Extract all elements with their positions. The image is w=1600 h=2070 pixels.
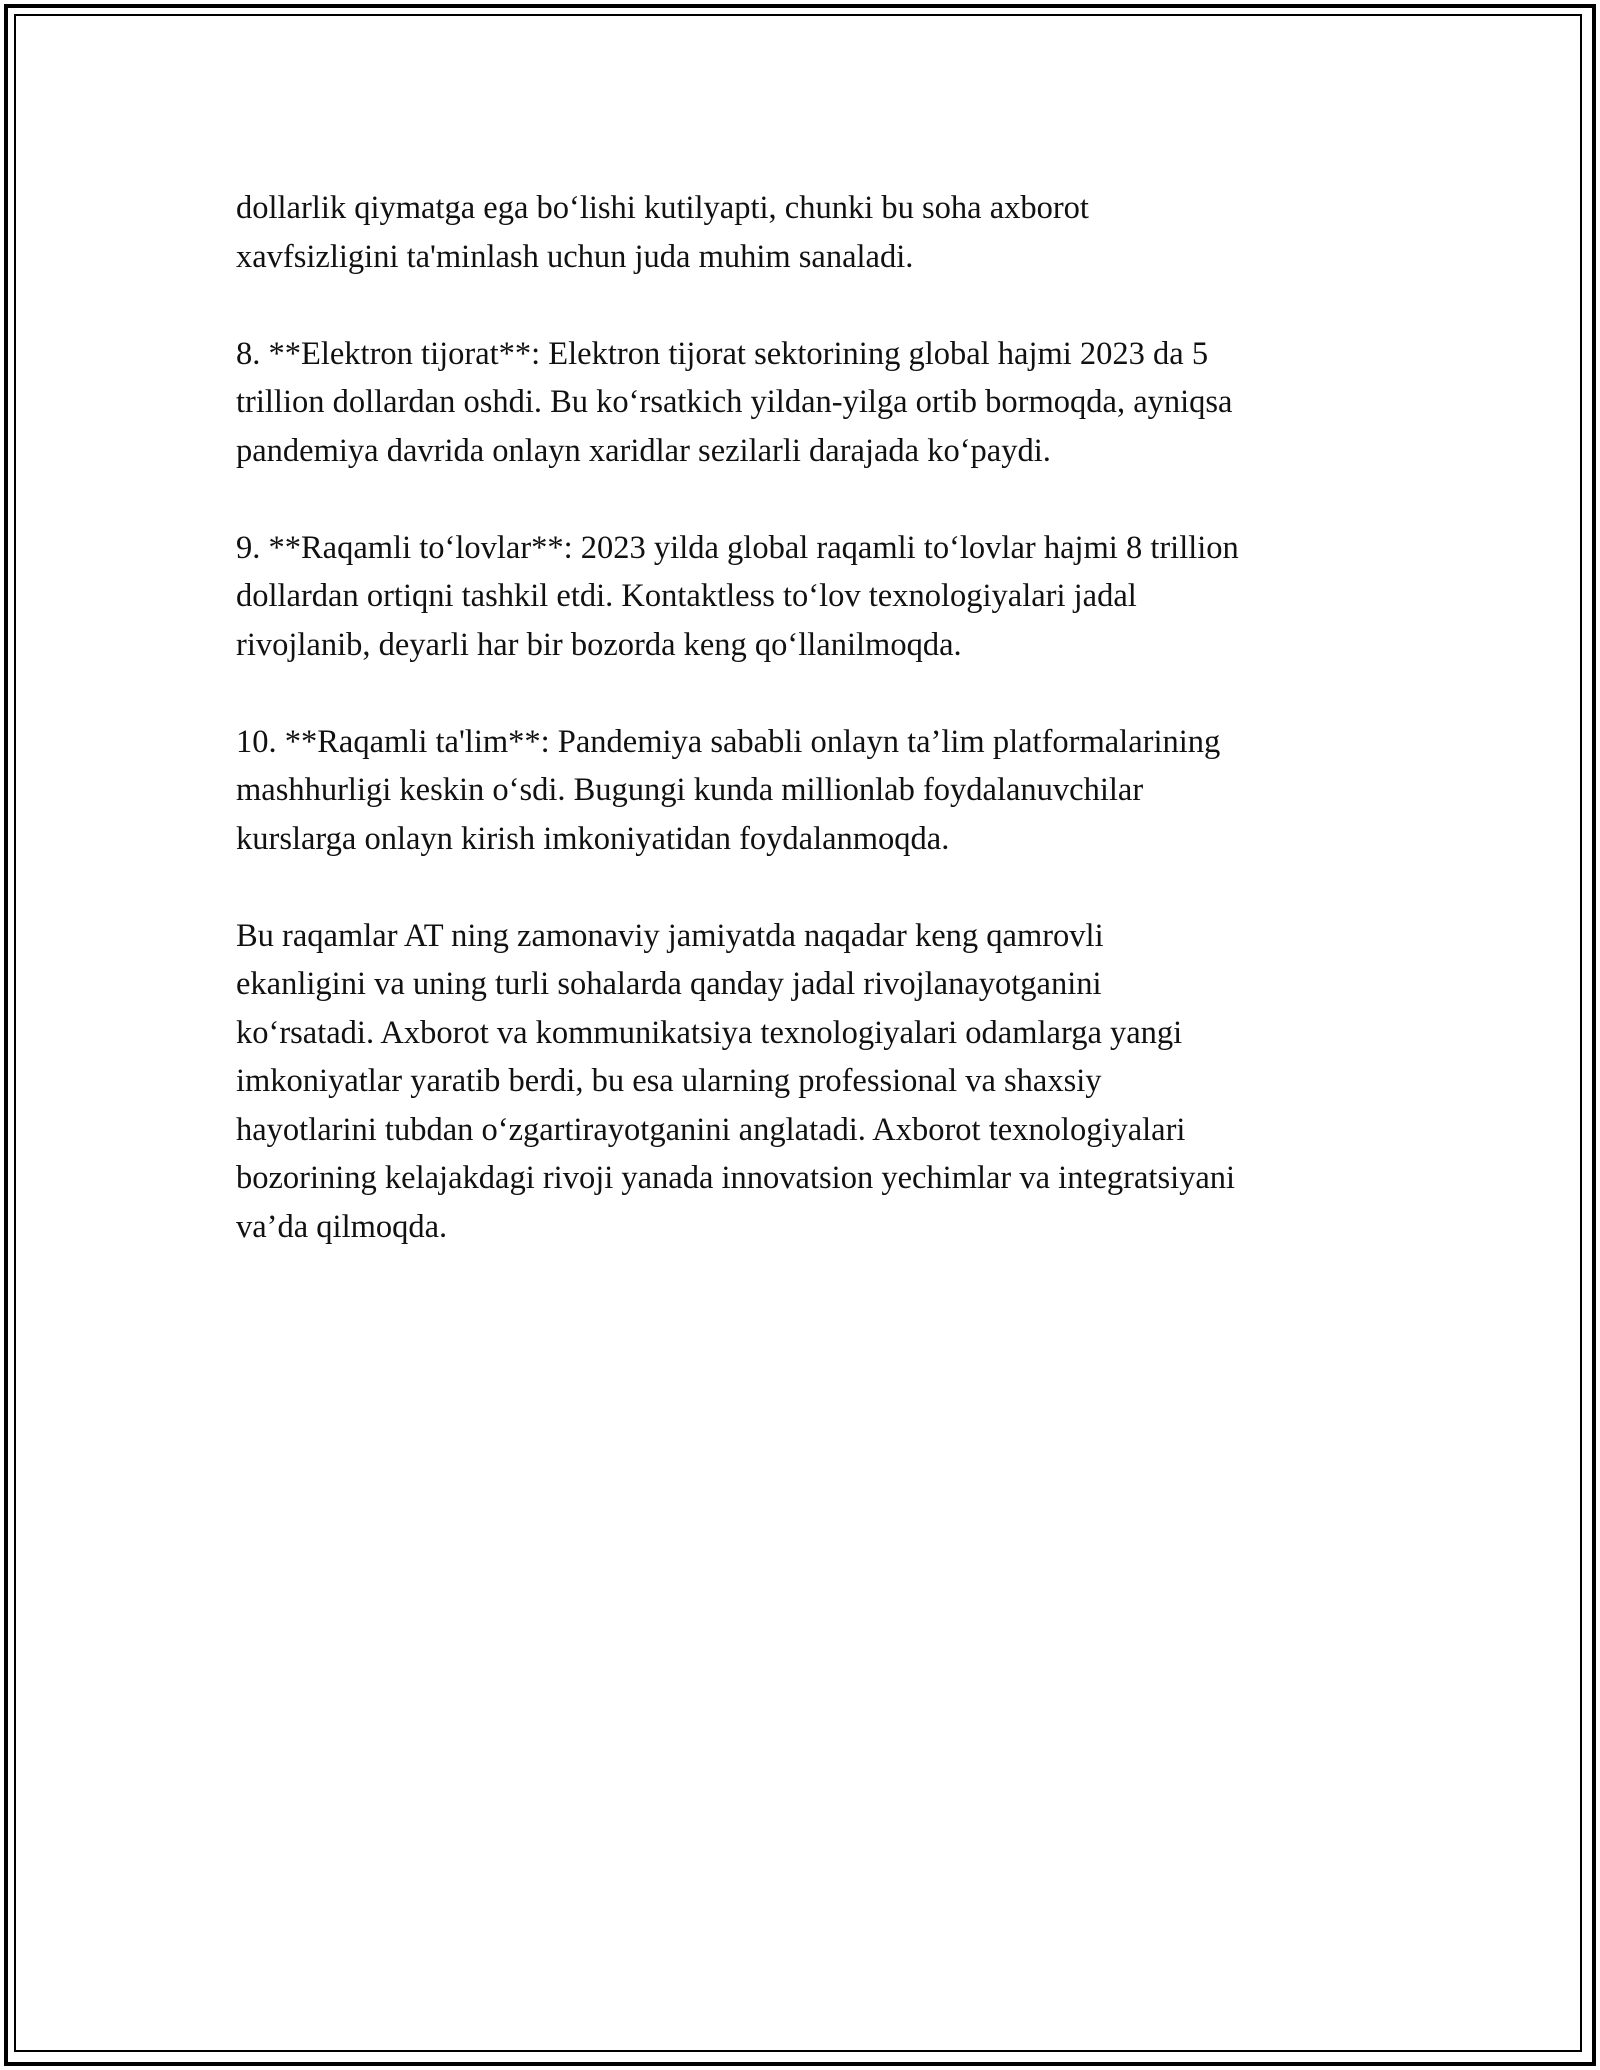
document-body bbox=[236, 184, 1386, 1300]
paragraph-item-10-digital-education: 10. **Raqamli ta'lim**: Pandemiya sababli onlayn ta’lim platformalarining mashhurligi keskin o‘sdi. Bugungi kunda millionlab foydalanuvchilar kurslarga onlayn kirish imkoniyatidan foydalanmoqda. bbox=[236, 723, 1221, 857]
paragraph-item-9-digital-payments: 9. **Raqamli to‘lovlar**: 2023 yilda global raqamli to‘lovlar hajmi 8 trillion dollardan ortiqni tashkil etdi. Kontaktless to‘lov texnologiyalari jadal rivojlanib, deyarli har bir bozorda keng qo‘llanilmoqda. bbox=[236, 529, 1239, 663]
paragraph-conclusion: Bu raqamlar AT ning zamonaviy jamiyatda naqadar keng qamrovli ekanligini va uning turli sohalarda qanday jadal rivojlanayotganini ko‘rsatadi. Axborot va kommunikatsiya texnologiyalari odamlarga yangi imkoniyatlar yaratib berdi, bu esa ularning professional va shaxsiy hayotlarini tubdan o‘zgartirayotganini anglatadi. Axborot texnologiyalari bozorining kelajakdagi rivoji yanada innovatsion yechimlar va integratsiyani va’da qilmoqda. bbox=[236, 917, 1236, 1245]
paragraph-item-8-e-commerce: 8. **Elektron tijorat**: Elektron tijorat sektorining global hajmi 2023 da 5 trillion dollardan oshdi. Bu ko‘rsatkich yildan-yilga ortib bormoqda, ayniqsa pandemiya davrida onlayn xaridlar sezilarli darajada ko‘paydi. bbox=[236, 335, 1233, 469]
paragraph-continuation: dollarlik qiymatga ega bo‘lishi kutilyapti, chunki bu soha axborot xavfsizligini ta'minlash uchun juda muhim sanaladi. bbox=[236, 190, 1089, 275]
